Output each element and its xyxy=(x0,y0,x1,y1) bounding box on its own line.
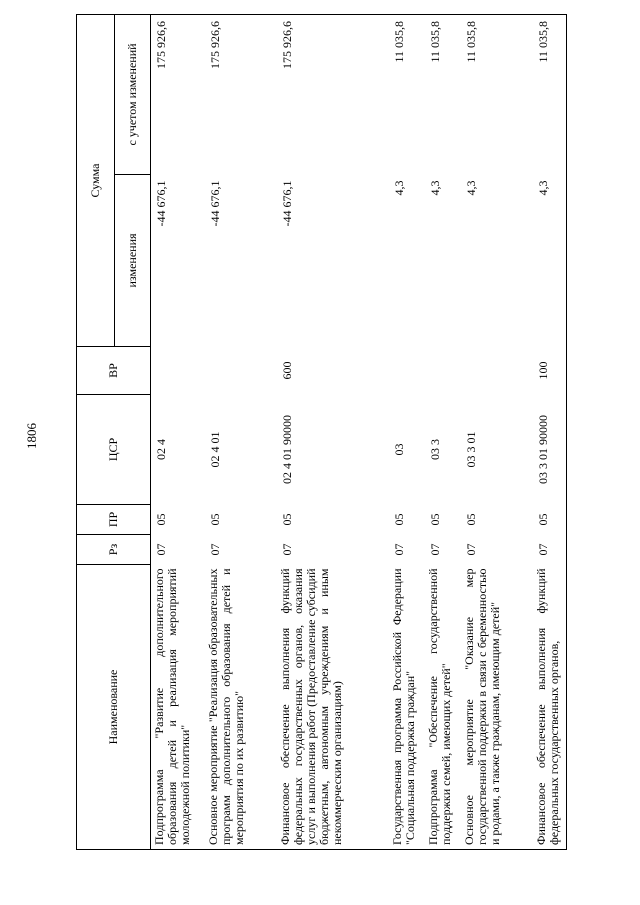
row-change: -44 676,1 xyxy=(279,180,294,227)
header-with-changes: с учетом изменений xyxy=(115,14,151,174)
row-csr: 02 4 xyxy=(154,439,168,460)
header-changes: изменения xyxy=(115,175,151,347)
row-pr: 05 xyxy=(463,513,478,526)
row-total: 175 926,6 xyxy=(205,14,277,174)
page-number: 1806 xyxy=(24,423,39,449)
row-change: 4,3 xyxy=(427,180,442,196)
row-change: -44 676,1 xyxy=(154,180,168,227)
row-total: 11 035,8 xyxy=(425,14,461,174)
row-change: 4,3 xyxy=(391,180,406,196)
row-rz: 07 xyxy=(463,543,478,556)
row-pr: 05 xyxy=(279,513,294,526)
row-rz: 07 xyxy=(207,543,222,556)
row-name: Финансовое обеспечение выполнения функций федеральных государственных органов, xyxy=(533,565,567,850)
row-name: Основное мероприятие "Реализация образовательных программ дополнительного образования детей и мероприятия по их развитию" xyxy=(205,565,277,850)
row-pr: 05 xyxy=(207,513,222,526)
row-vr xyxy=(151,347,205,395)
header-vr: ВР xyxy=(77,347,151,395)
header-pr: ПР xyxy=(77,505,151,535)
row-vr xyxy=(425,347,461,395)
row-csr: 03 3 xyxy=(427,439,442,460)
row-csr: 02 4 01 xyxy=(207,431,222,468)
row-rz: 07 xyxy=(391,543,406,556)
row-csr: 03 3 01 90000 xyxy=(533,395,567,505)
row-total: 11 035,8 xyxy=(389,14,425,174)
budget-table xyxy=(76,14,567,850)
row-vr xyxy=(205,347,277,395)
table-row xyxy=(533,14,567,849)
row-rz: 07 xyxy=(279,543,294,556)
row-total: 175 926,6 xyxy=(151,14,205,174)
row-rz: 07 xyxy=(154,543,168,556)
table-row xyxy=(205,14,277,849)
row-total: 11 035,8 xyxy=(461,14,533,174)
table-row xyxy=(425,14,461,849)
row-name: Подпрограмма "Развитие дополнительного образования детей и реализация мероприятий молодежной политики" xyxy=(151,565,205,850)
row-csr: 02 4 01 90000 xyxy=(279,415,294,484)
header-sum: Сумма xyxy=(77,14,115,346)
header-csr: ЦСР xyxy=(77,395,151,505)
header-name: Наименование xyxy=(77,565,151,850)
row-vr: 100 xyxy=(533,347,567,395)
row-csr: 03 3 01 xyxy=(463,431,478,468)
row-pr: 05 xyxy=(533,505,567,535)
row-pr: 05 xyxy=(154,513,168,526)
table-row xyxy=(389,14,425,849)
row-name: Основное мероприятие "Оказание мер государственной поддержки в связи с беременностью и родами, а также гражданам, имеющим детей" xyxy=(461,565,533,850)
row-name: Государственная программа Российской Федерации "Социальная поддержка граждан" xyxy=(389,565,425,850)
row-vr xyxy=(461,347,533,395)
table-row xyxy=(461,14,533,849)
row-csr: 03 xyxy=(391,443,406,456)
row-rz: 07 xyxy=(427,543,442,556)
row-rz: 07 xyxy=(533,535,567,565)
row-total: 175 926,6 xyxy=(277,14,389,174)
table-row xyxy=(277,14,389,849)
row-pr: 05 xyxy=(391,513,406,526)
row-change: -44 676,1 xyxy=(207,180,222,227)
row-pr: 05 xyxy=(427,513,442,526)
row-name: Подпрограмма "Обеспечение государственной поддержки семей, имеющих детей" xyxy=(425,565,461,850)
header-rz: Рз xyxy=(77,535,151,565)
row-total: 11 035,8 xyxy=(533,14,567,174)
row-change: 4,3 xyxy=(533,175,567,347)
row-vr: 600 xyxy=(279,361,294,380)
rotated-page xyxy=(76,15,580,850)
row-name: Финансовое обеспечение выполнения функций федеральных государственных органов, оказания услуг и выполнения работ (Предоставление субсидий бюджетным, автономным учреждениям и иным некоммерческим организациям) xyxy=(277,565,389,850)
row-vr xyxy=(389,347,425,395)
table-row xyxy=(151,14,205,849)
row-change: 4,3 xyxy=(463,180,478,196)
